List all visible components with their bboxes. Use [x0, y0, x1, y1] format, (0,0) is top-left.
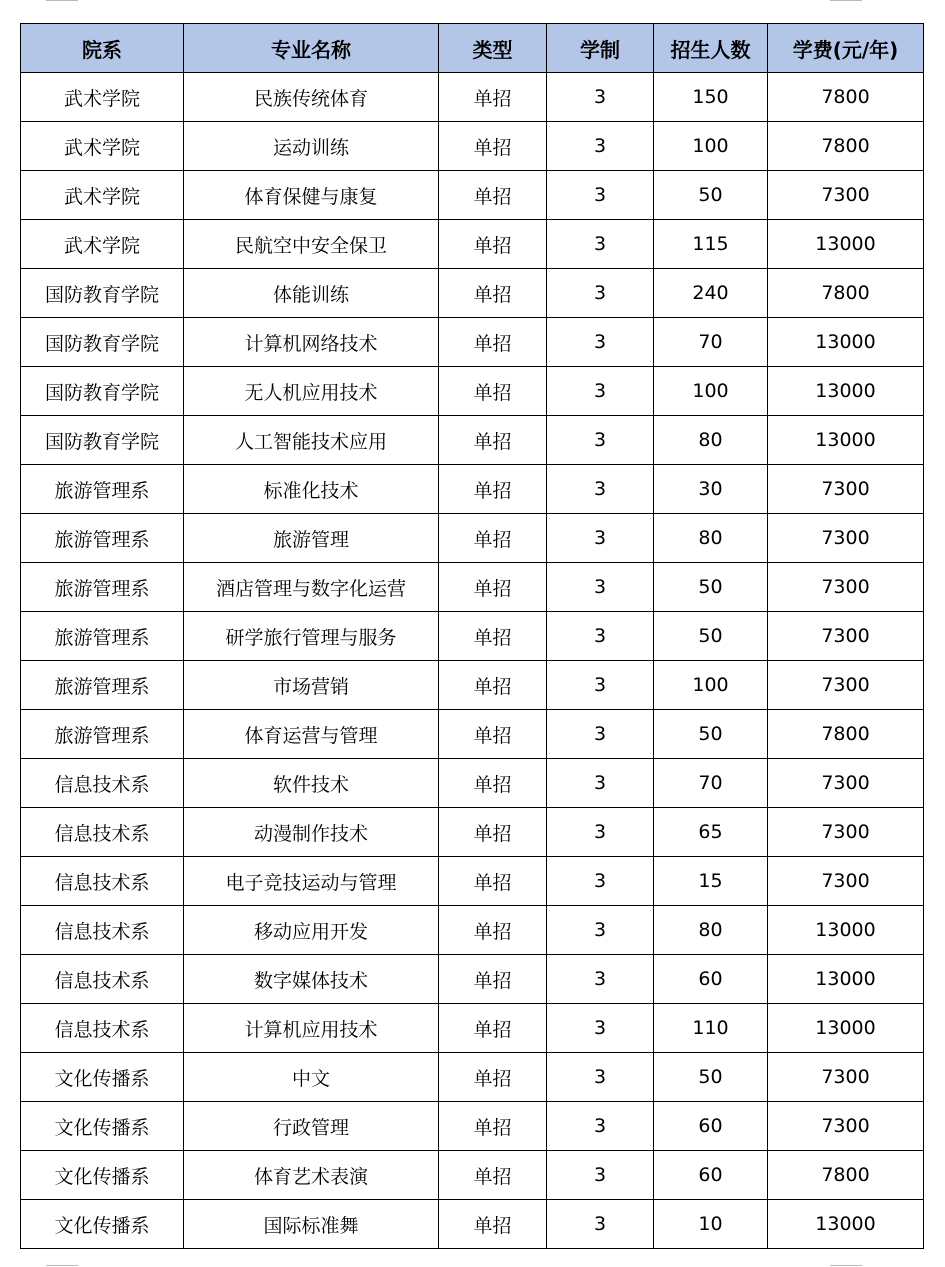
cell-department: 文化传播系 — [21, 1053, 184, 1102]
cell-major: 标准化技术 — [184, 465, 439, 514]
cell-type: 单招 — [439, 1053, 547, 1102]
cell-department: 信息技术系 — [21, 955, 184, 1004]
cell-enrollment: 15 — [654, 857, 768, 906]
cell-enrollment: 80 — [654, 906, 768, 955]
cell-enrollment: 50 — [654, 612, 768, 661]
cell-type: 单招 — [439, 73, 547, 122]
cell-tuition: 7300 — [768, 612, 924, 661]
cell-department: 旅游管理系 — [21, 710, 184, 759]
cell-type: 单招 — [439, 857, 547, 906]
cell-duration: 3 — [547, 1004, 654, 1053]
cell-duration: 3 — [547, 1053, 654, 1102]
cell-tuition: 7800 — [768, 1151, 924, 1200]
cell-duration: 3 — [547, 514, 654, 563]
cell-tuition: 7300 — [768, 465, 924, 514]
cell-type: 单招 — [439, 955, 547, 1004]
cell-tuition: 13000 — [768, 318, 924, 367]
header-duration: 学制 — [547, 24, 654, 73]
table-row — [21, 171, 924, 220]
admissions-table — [20, 23, 924, 1249]
cell-tuition: 7800 — [768, 122, 924, 171]
cell-department: 文化传播系 — [21, 1102, 184, 1151]
table-row — [21, 416, 924, 465]
table-row — [21, 808, 924, 857]
cell-tuition: 7300 — [768, 514, 924, 563]
cell-major: 数字媒体技术 — [184, 955, 439, 1004]
cell-duration: 3 — [547, 269, 654, 318]
cell-enrollment: 240 — [654, 269, 768, 318]
cell-enrollment: 115 — [654, 220, 768, 269]
cell-tuition: 7300 — [768, 1053, 924, 1102]
cell-enrollment: 80 — [654, 514, 768, 563]
cell-major: 中文 — [184, 1053, 439, 1102]
cell-duration: 3 — [547, 122, 654, 171]
cell-type: 单招 — [439, 563, 547, 612]
table-row — [21, 906, 924, 955]
cell-major: 无人机应用技术 — [184, 367, 439, 416]
cell-department: 信息技术系 — [21, 857, 184, 906]
cell-type: 单招 — [439, 710, 547, 759]
cell-duration: 3 — [547, 416, 654, 465]
table-row — [21, 661, 924, 710]
table-row — [21, 857, 924, 906]
cell-enrollment: 50 — [654, 171, 768, 220]
cell-enrollment: 65 — [654, 808, 768, 857]
cell-major: 酒店管理与数字化运营 — [184, 563, 439, 612]
cell-duration: 3 — [547, 171, 654, 220]
cell-major: 旅游管理 — [184, 514, 439, 563]
header-enrollment: 招生人数 — [654, 24, 768, 73]
cell-type: 单招 — [439, 1151, 547, 1200]
cell-enrollment: 50 — [654, 1053, 768, 1102]
cell-duration: 3 — [547, 563, 654, 612]
table-row — [21, 73, 924, 122]
cell-enrollment: 100 — [654, 367, 768, 416]
cell-tuition: 7800 — [768, 73, 924, 122]
table-row — [21, 220, 924, 269]
cell-duration: 3 — [547, 318, 654, 367]
header-department: 院系 — [21, 24, 184, 73]
cell-duration: 3 — [547, 955, 654, 1004]
table-row — [21, 710, 924, 759]
cell-major: 动漫制作技术 — [184, 808, 439, 857]
cell-department: 武术学院 — [21, 171, 184, 220]
cell-type: 单招 — [439, 416, 547, 465]
cell-major: 研学旅行管理与服务 — [184, 612, 439, 661]
cell-major: 电子竞技运动与管理 — [184, 857, 439, 906]
cell-duration: 3 — [547, 808, 654, 857]
cell-type: 单招 — [439, 759, 547, 808]
table-row — [21, 563, 924, 612]
table-row — [21, 1004, 924, 1053]
cell-enrollment: 150 — [654, 73, 768, 122]
cell-major: 计算机网络技术 — [184, 318, 439, 367]
cell-department: 旅游管理系 — [21, 661, 184, 710]
cell-duration: 3 — [547, 1151, 654, 1200]
cell-major: 移动应用开发 — [184, 906, 439, 955]
cell-enrollment: 30 — [654, 465, 768, 514]
table-header-row — [21, 24, 924, 73]
cell-tuition: 7300 — [768, 1102, 924, 1151]
cell-department: 国防教育学院 — [21, 269, 184, 318]
table-row — [21, 122, 924, 171]
cell-major: 国际标准舞 — [184, 1200, 439, 1249]
bottom-right-edge-mark — [830, 1265, 862, 1266]
header-major: 专业名称 — [184, 24, 439, 73]
cell-department: 旅游管理系 — [21, 563, 184, 612]
cell-department: 信息技术系 — [21, 759, 184, 808]
cell-major: 计算机应用技术 — [184, 1004, 439, 1053]
bottom-left-edge-mark — [46, 1265, 78, 1266]
cell-enrollment: 70 — [654, 318, 768, 367]
cell-tuition: 13000 — [768, 906, 924, 955]
cell-enrollment: 50 — [654, 563, 768, 612]
cell-type: 单招 — [439, 808, 547, 857]
cell-major: 行政管理 — [184, 1102, 439, 1151]
cell-tuition: 13000 — [768, 416, 924, 465]
cell-enrollment: 80 — [654, 416, 768, 465]
cell-type: 单招 — [439, 122, 547, 171]
cell-department: 武术学院 — [21, 220, 184, 269]
cell-duration: 3 — [547, 1102, 654, 1151]
table-row — [21, 318, 924, 367]
table-row — [21, 1053, 924, 1102]
table-row — [21, 465, 924, 514]
cell-type: 单招 — [439, 661, 547, 710]
cell-tuition: 7300 — [768, 808, 924, 857]
cell-type: 单招 — [439, 367, 547, 416]
cell-tuition: 7800 — [768, 269, 924, 318]
cell-department: 旅游管理系 — [21, 612, 184, 661]
cell-type: 单招 — [439, 220, 547, 269]
cell-tuition: 13000 — [768, 1004, 924, 1053]
cell-enrollment: 110 — [654, 1004, 768, 1053]
cell-enrollment: 100 — [654, 661, 768, 710]
cell-department: 信息技术系 — [21, 906, 184, 955]
cell-major: 人工智能技术应用 — [184, 416, 439, 465]
cell-major: 软件技术 — [184, 759, 439, 808]
cell-major: 运动训练 — [184, 122, 439, 171]
cell-type: 单招 — [439, 465, 547, 514]
cell-department: 文化传播系 — [21, 1151, 184, 1200]
cell-department: 国防教育学院 — [21, 367, 184, 416]
cell-major: 市场营销 — [184, 661, 439, 710]
cell-department: 旅游管理系 — [21, 465, 184, 514]
cell-major: 体育艺术表演 — [184, 1151, 439, 1200]
cell-duration: 3 — [547, 1200, 654, 1249]
cell-type: 单招 — [439, 906, 547, 955]
cell-duration: 3 — [547, 465, 654, 514]
header-tuition: 学费(元/年) — [768, 24, 924, 73]
table-row — [21, 1102, 924, 1151]
table-row — [21, 955, 924, 1004]
cell-tuition: 7800 — [768, 710, 924, 759]
cell-type: 单招 — [439, 1200, 547, 1249]
table-row — [21, 367, 924, 416]
cell-type: 单招 — [439, 612, 547, 661]
cell-department: 信息技术系 — [21, 1004, 184, 1053]
cell-tuition: 7300 — [768, 661, 924, 710]
cell-department: 旅游管理系 — [21, 514, 184, 563]
cell-major: 民航空中安全保卫 — [184, 220, 439, 269]
cell-tuition: 7300 — [768, 171, 924, 220]
cell-duration: 3 — [547, 220, 654, 269]
cell-duration: 3 — [547, 759, 654, 808]
cell-department: 国防教育学院 — [21, 416, 184, 465]
cell-enrollment: 100 — [654, 122, 768, 171]
cell-tuition: 7300 — [768, 563, 924, 612]
cell-duration: 3 — [547, 710, 654, 759]
cell-major: 体能训练 — [184, 269, 439, 318]
table-body — [21, 73, 924, 1249]
cell-duration: 3 — [547, 612, 654, 661]
cell-duration: 3 — [547, 857, 654, 906]
cell-department: 武术学院 — [21, 122, 184, 171]
cell-department: 国防教育学院 — [21, 318, 184, 367]
cell-type: 单招 — [439, 318, 547, 367]
cell-type: 单招 — [439, 514, 547, 563]
cell-department: 武术学院 — [21, 73, 184, 122]
table-row — [21, 1200, 924, 1249]
cell-duration: 3 — [547, 661, 654, 710]
cell-tuition: 7300 — [768, 759, 924, 808]
cell-tuition: 13000 — [768, 955, 924, 1004]
table-row — [21, 759, 924, 808]
top-left-edge-mark — [46, 0, 78, 1]
top-right-edge-mark — [830, 0, 862, 1]
cell-duration: 3 — [547, 367, 654, 416]
cell-type: 单招 — [439, 1102, 547, 1151]
cell-enrollment: 60 — [654, 955, 768, 1004]
cell-tuition: 13000 — [768, 220, 924, 269]
cell-tuition: 13000 — [768, 367, 924, 416]
header-type: 类型 — [439, 24, 547, 73]
cell-major: 体育保健与康复 — [184, 171, 439, 220]
cell-type: 单招 — [439, 171, 547, 220]
cell-major: 体育运营与管理 — [184, 710, 439, 759]
cell-department: 信息技术系 — [21, 808, 184, 857]
cell-duration: 3 — [547, 73, 654, 122]
cell-enrollment: 60 — [654, 1151, 768, 1200]
cell-enrollment: 10 — [654, 1200, 768, 1249]
cell-tuition: 7300 — [768, 857, 924, 906]
cell-duration: 3 — [547, 906, 654, 955]
cell-enrollment: 60 — [654, 1102, 768, 1151]
cell-department: 文化传播系 — [21, 1200, 184, 1249]
table-row — [21, 269, 924, 318]
table-row — [21, 612, 924, 661]
cell-type: 单招 — [439, 1004, 547, 1053]
cell-enrollment: 50 — [654, 710, 768, 759]
cell-type: 单招 — [439, 269, 547, 318]
table-row — [21, 1151, 924, 1200]
cell-tuition: 13000 — [768, 1200, 924, 1249]
cell-major: 民族传统体育 — [184, 73, 439, 122]
table-row — [21, 514, 924, 563]
cell-enrollment: 70 — [654, 759, 768, 808]
